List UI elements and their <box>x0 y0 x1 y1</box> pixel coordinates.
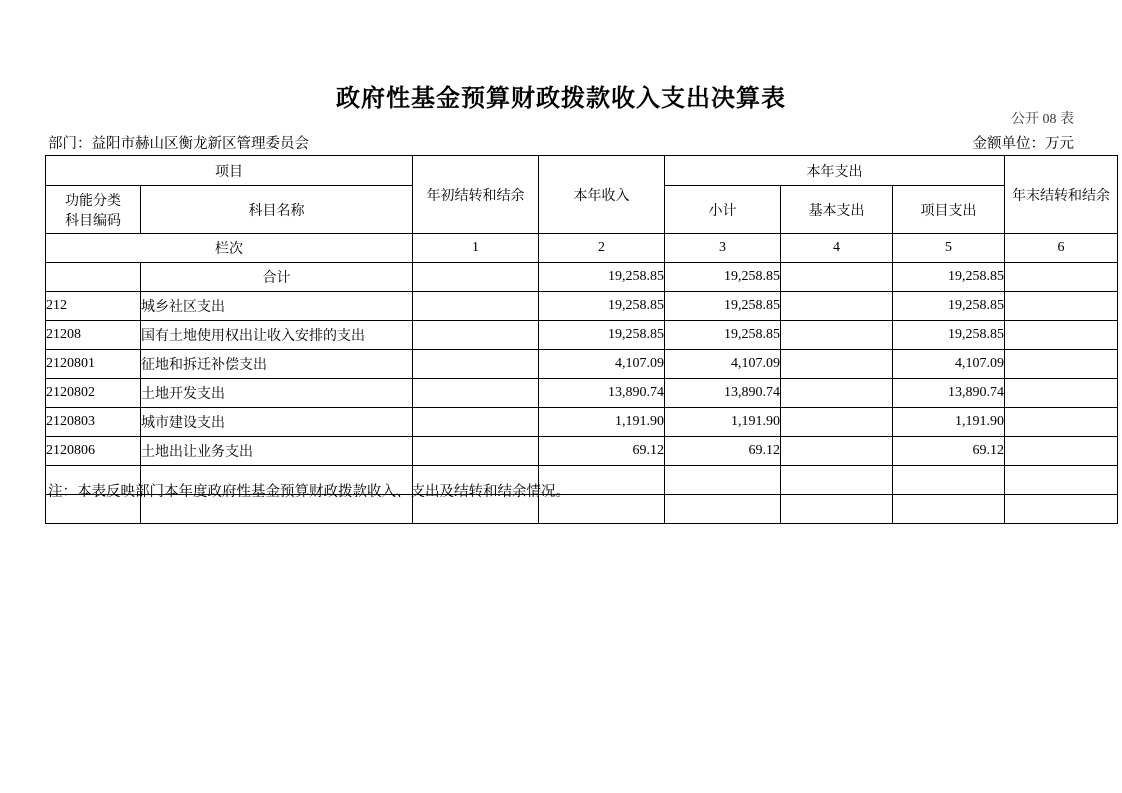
cell-end-balance <box>1005 292 1118 321</box>
cell-year-income: 19,258.85 <box>539 263 665 292</box>
cell-expense-subtotal: 4,107.09 <box>665 350 781 379</box>
table-row <box>46 350 1118 379</box>
cell-project-expense: 19,258.85 <box>893 263 1005 292</box>
cell-year-income: 13,890.74 <box>539 379 665 408</box>
department-label: 部门：益阳市赫山区衡龙新区管理委员会 <box>48 136 309 152</box>
column-index-4: 4 <box>781 234 893 263</box>
cell-subject-name: 国有土地使用权出让收入安排的支出 <box>141 321 413 350</box>
header-begin-balance: 年初结转和结余 <box>413 156 539 234</box>
cell-func-code <box>46 263 141 292</box>
cell-expense-subtotal: 19,258.85 <box>665 263 781 292</box>
table-row <box>46 321 1118 350</box>
cell-project-expense: 1,191.90 <box>893 408 1005 437</box>
cell-func-code: 21208 <box>46 321 141 350</box>
cell-basic-expense <box>781 437 893 466</box>
form-code-label: 公开 08 表 <box>1011 112 1074 127</box>
header-subject-name: 科目名称 <box>141 186 413 234</box>
column-index-6: 6 <box>1005 234 1118 263</box>
header-year-expense-group: 本年支出 <box>665 156 1005 186</box>
table-row <box>46 379 1118 408</box>
cell-year-income: 19,258.85 <box>539 321 665 350</box>
cell-project-expense <box>893 495 1005 524</box>
cell-basic-expense <box>781 379 893 408</box>
cell-year-income: 69.12 <box>539 437 665 466</box>
cell-project-expense: 19,258.85 <box>893 321 1005 350</box>
cell-end-balance <box>1005 408 1118 437</box>
cell-expense-subtotal <box>665 495 781 524</box>
table-row <box>46 437 1118 466</box>
cell-begin-balance <box>413 263 539 292</box>
cell-expense-subtotal: 69.12 <box>665 437 781 466</box>
cell-end-balance <box>1005 321 1118 350</box>
header-func-code <box>46 186 141 234</box>
table-row <box>46 408 1118 437</box>
column-index-5: 5 <box>893 234 1005 263</box>
cell-subject-name: 城乡社区支出 <box>141 292 413 321</box>
cell-project-expense: 13,890.74 <box>893 379 1005 408</box>
cell-expense-subtotal <box>665 466 781 495</box>
cell-begin-balance <box>413 408 539 437</box>
cell-basic-expense <box>781 350 893 379</box>
header-basic-expense: 基本支出 <box>781 186 893 234</box>
cell-project-expense: 69.12 <box>893 437 1005 466</box>
cell-expense-subtotal: 19,258.85 <box>665 292 781 321</box>
cell-subject-name: 合计 <box>141 263 413 292</box>
cell-func-code: 2120803 <box>46 408 141 437</box>
amount-unit-label: 金额单位：万元 <box>972 136 1074 152</box>
cell-end-balance <box>1005 437 1118 466</box>
cell-project-expense: 4,107.09 <box>893 350 1005 379</box>
cell-subject-name: 征地和拆迁补偿支出 <box>141 350 413 379</box>
header-subtotal: 小计 <box>665 186 781 234</box>
column-index-label: 栏次 <box>46 234 413 263</box>
cell-basic-expense <box>781 495 893 524</box>
cell-begin-balance <box>413 437 539 466</box>
header-func-code-line1: 功能分类 <box>65 193 121 209</box>
cell-year-income: 4,107.09 <box>539 350 665 379</box>
cell-basic-expense <box>781 408 893 437</box>
cell-expense-subtotal: 19,258.85 <box>665 321 781 350</box>
header-func-code-line2: 科目编码 <box>65 213 121 229</box>
cell-begin-balance <box>413 321 539 350</box>
cell-basic-expense <box>781 292 893 321</box>
cell-end-balance <box>1005 350 1118 379</box>
cell-project-expense: 19,258.85 <box>893 292 1005 321</box>
cell-expense-subtotal: 1,191.90 <box>665 408 781 437</box>
cell-end-balance <box>1005 466 1118 495</box>
cell-func-code: 2120801 <box>46 350 141 379</box>
cell-basic-expense <box>781 466 893 495</box>
cell-subject-name: 城市建设支出 <box>141 408 413 437</box>
column-index-1: 1 <box>413 234 539 263</box>
table-row <box>46 292 1118 321</box>
page-title: 政府性基金预算财政拨款收入支出决算表 <box>336 86 786 112</box>
table-row <box>46 263 1118 292</box>
header-year-income: 本年收入 <box>539 156 665 234</box>
cell-year-income: 19,258.85 <box>539 292 665 321</box>
cell-basic-expense <box>781 263 893 292</box>
cell-project-expense <box>893 466 1005 495</box>
cell-begin-balance <box>413 379 539 408</box>
cell-end-balance <box>1005 379 1118 408</box>
header-end-balance: 年末结转和结余 <box>1005 156 1118 234</box>
column-index-3: 3 <box>665 234 781 263</box>
budget-table <box>45 155 1118 524</box>
cell-func-code: 2120806 <box>46 437 141 466</box>
table-note: 注：本表反映部门本年度政府性基金预算财政拨款收入、支出及结转和结余情况。 <box>48 484 570 500</box>
cell-func-code: 212 <box>46 292 141 321</box>
cell-expense-subtotal: 13,890.74 <box>665 379 781 408</box>
header-project-expense: 项目支出 <box>893 186 1005 234</box>
cell-func-code: 2120802 <box>46 379 141 408</box>
cell-end-balance <box>1005 495 1118 524</box>
cell-subject-name: 土地开发支出 <box>141 379 413 408</box>
cell-end-balance <box>1005 263 1118 292</box>
cell-subject-name: 土地出让业务支出 <box>141 437 413 466</box>
cell-basic-expense <box>781 321 893 350</box>
cell-year-income: 1,191.90 <box>539 408 665 437</box>
column-index-2: 2 <box>539 234 665 263</box>
header-project-group: 项目 <box>46 156 413 186</box>
cell-begin-balance <box>413 292 539 321</box>
cell-begin-balance <box>413 350 539 379</box>
